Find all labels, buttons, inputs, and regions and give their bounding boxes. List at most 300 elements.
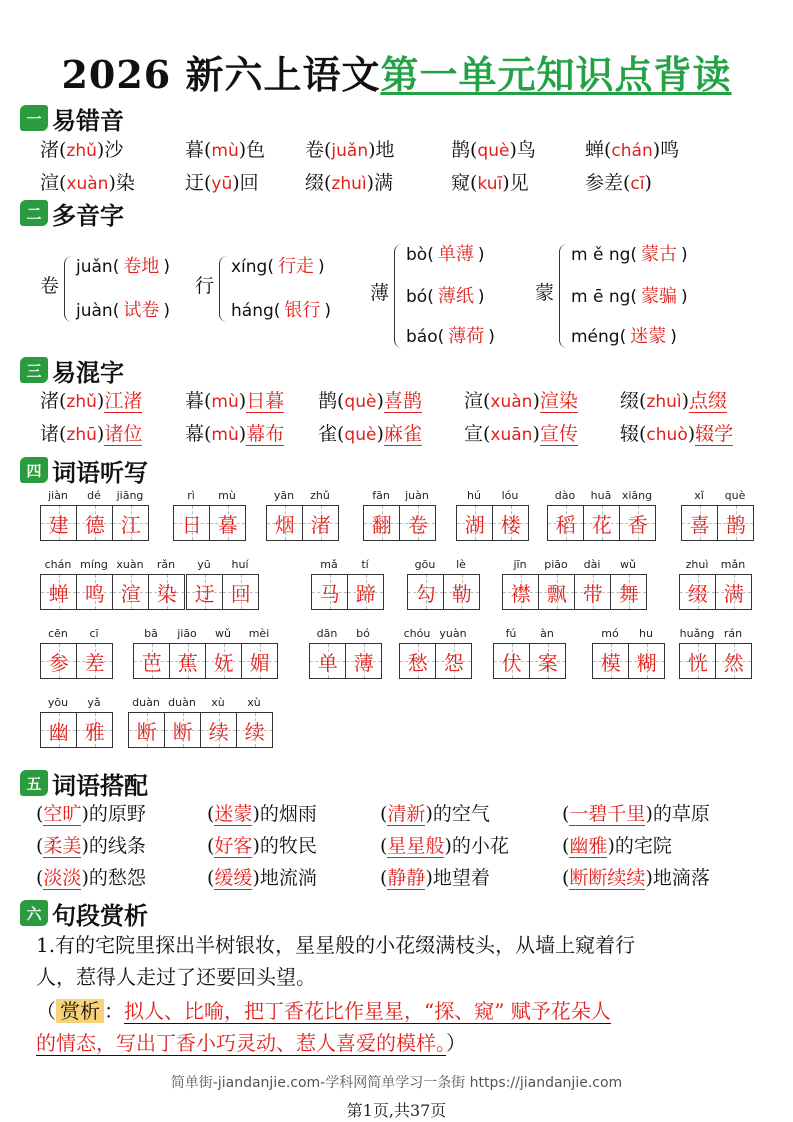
cell-pinyin: què (724, 489, 746, 502)
word-group (399, 627, 471, 679)
char-cell (40, 696, 76, 748)
item-word: 麻雀 (383, 423, 422, 445)
polyphonic-reading (571, 322, 677, 348)
collocation-answer: 缓缓 (214, 867, 253, 889)
cell-box (112, 505, 149, 541)
cell-char: 香 (627, 512, 648, 537)
cell-char: 楼 (500, 512, 521, 537)
word-group (493, 627, 565, 679)
cell-pinyin: bā (144, 627, 158, 640)
cell-pinyin: xiāng (621, 489, 653, 502)
pinyin-item (305, 167, 393, 200)
cell-box (610, 574, 647, 610)
item-char: 蝉( (585, 139, 612, 161)
cell-pinyin: bó (356, 627, 370, 640)
cell-box (717, 505, 754, 541)
collocation-item (36, 862, 146, 894)
cell-pinyin: xù (247, 696, 261, 709)
cell-box (681, 505, 718, 541)
item-pinyin: xuàn (66, 174, 109, 194)
cell-box (592, 643, 629, 679)
cell-box (236, 712, 273, 748)
confusing-item (620, 385, 727, 418)
char-cell (492, 489, 528, 541)
cell-pinyin: jiāo (177, 627, 197, 640)
reading-pinyin: bò( (406, 245, 434, 265)
cell-pinyin: jiāng (116, 489, 144, 502)
cell-box (538, 574, 575, 610)
cell-box (222, 574, 259, 610)
cell-pinyin: mó (601, 627, 619, 640)
cell-char: 糊 (636, 650, 657, 675)
cell-pinyin: gōu (414, 558, 436, 571)
cell-pinyin: duàn (168, 696, 196, 709)
item-char: 缀( (305, 172, 332, 194)
char-cell (205, 627, 241, 679)
char-cell (76, 627, 112, 679)
cell-char: 伏 (501, 650, 522, 675)
confusing-item (620, 418, 733, 451)
polyphonic-reading (76, 252, 170, 278)
collocation-answer: 断断续续 (569, 867, 646, 889)
cell-char: 染 (156, 581, 177, 606)
collocation-item (380, 862, 490, 894)
cell-char: 花 (591, 512, 612, 537)
item-pinyin: zhū (66, 425, 97, 445)
collocation-answer: 清新 (387, 803, 426, 825)
confusing-item (40, 418, 142, 451)
char-cell (186, 558, 222, 610)
reading-pinyin: m ě ng( (571, 245, 638, 265)
cell-box (628, 643, 665, 679)
pinyin-item (451, 167, 529, 200)
collocation-text: )的牧民 (252, 835, 317, 857)
reading-pinyin: xíng( (231, 257, 274, 277)
paren-open: ( (36, 867, 44, 889)
paren-open: ( (380, 803, 388, 825)
cell-box (715, 574, 752, 610)
paren-open: ( (36, 835, 44, 857)
char-cell (236, 696, 272, 748)
cell-box (529, 643, 566, 679)
cell-char: 马 (319, 581, 340, 606)
section-label: 句段赏析 (52, 900, 148, 930)
cell-box (76, 643, 113, 679)
item-pinyin: chán (611, 141, 653, 161)
cell-char: 烟 (274, 512, 295, 537)
reading-close: ) (317, 257, 325, 277)
cell-char: 暮 (217, 512, 238, 537)
cell-pinyin: huǎng (679, 627, 715, 640)
polyphonic-reading (406, 240, 484, 266)
cell-pinyin: wǔ (215, 627, 231, 640)
cell-pinyin: dào (554, 489, 576, 502)
collocation-item (207, 862, 317, 894)
item-char: 卷( (305, 139, 332, 161)
item-pinyin: xuān (490, 425, 533, 445)
item-pinyin: xuàn (490, 392, 533, 412)
cell-box (76, 712, 113, 748)
tag-colon: ： (104, 999, 124, 1023)
cell-box (399, 505, 436, 541)
reading-close: ) (324, 301, 332, 321)
char-cell (619, 489, 655, 541)
polyphonic-reading (76, 296, 170, 322)
cell-pinyin: cēn (48, 627, 68, 640)
section-label: 易混字 (52, 357, 124, 387)
reading-close: ) (477, 287, 485, 307)
item-char: 鹊( (318, 390, 345, 412)
cell-pinyin: hu (639, 627, 653, 640)
reading-pinyin: juàn( (76, 301, 120, 321)
cell-pinyin: mǎn (720, 558, 746, 571)
cell-pinyin: cī (89, 627, 99, 640)
item-char: )沙 (96, 139, 124, 161)
word-group (40, 627, 112, 679)
reading-answer: 行走 (277, 256, 314, 277)
word-group (186, 558, 258, 610)
item-pinyin: mù (211, 425, 239, 445)
collocation-item (380, 798, 490, 830)
confusing-item (464, 418, 578, 451)
reading-answer: 薄纸 (437, 286, 474, 307)
cell-char: 鸣 (84, 581, 105, 606)
cell-box (40, 712, 77, 748)
reading-pinyin: m ē ng( (571, 287, 638, 307)
section-label: 易错音 (52, 105, 124, 135)
cell-box (679, 574, 716, 610)
appreciation-tag: 赏析 (56, 999, 104, 1023)
cell-char: 蕉 (177, 650, 198, 675)
cell-char: 舞 (618, 581, 639, 606)
cell-box (112, 574, 149, 610)
appreciation-line (36, 995, 611, 1027)
cell-char: 然 (723, 650, 744, 675)
collocation-answer: 淡淡 (43, 867, 82, 889)
cell-box (186, 574, 223, 610)
char-cell (112, 558, 148, 610)
item-pinyin: què (344, 425, 377, 445)
char-cell (76, 489, 112, 541)
cell-box (309, 643, 346, 679)
cell-char: 日 (181, 512, 202, 537)
char-cell (266, 489, 302, 541)
item-pinyin: zhǔ (66, 392, 97, 412)
polyphonic-char: 蒙 (535, 282, 555, 304)
item-pinyin: zhuì (331, 174, 367, 194)
char-cell (40, 489, 76, 541)
item-char: ) (376, 390, 384, 412)
reading-pinyin: bó( (406, 287, 434, 307)
word-group (363, 489, 435, 541)
reading-answer: 迷蒙 (630, 326, 667, 347)
char-cell (40, 558, 76, 610)
confusing-item (318, 418, 422, 451)
item-char: )地 (368, 139, 395, 161)
item-word: 宣传 (539, 423, 578, 445)
paren-open: ( (380, 835, 388, 857)
section-label: 多音字 (52, 200, 124, 230)
char-cell (681, 489, 717, 541)
collocation-text: )的原野 (81, 803, 146, 825)
collocation-item (380, 830, 509, 862)
pinyin-item (305, 134, 395, 167)
char-cell (679, 558, 715, 610)
cell-char: 媚 (249, 650, 270, 675)
cell-pinyin: zhuì (685, 558, 709, 571)
reading-pinyin: méng( (571, 327, 627, 347)
brace-icon (559, 244, 567, 348)
brace-icon (394, 244, 402, 348)
brace-icon (219, 256, 227, 322)
cell-char: 愁 (407, 650, 428, 675)
cell-box (492, 505, 529, 541)
cell-pinyin: yōu (47, 696, 69, 709)
collocation-text: )地望着 (425, 867, 490, 889)
cell-box (40, 505, 77, 541)
cell-char: 恍 (687, 650, 708, 675)
cell-char: 单 (317, 650, 338, 675)
cell-pinyin: huí (231, 558, 249, 571)
item-char: ) (238, 390, 247, 412)
reading-close: ) (163, 301, 170, 321)
cell-box (302, 505, 339, 541)
reading-pinyin: háng( (231, 301, 281, 321)
collocation-item (562, 798, 710, 830)
paren-open: ( (207, 803, 215, 825)
word-group (592, 627, 664, 679)
char-cell (363, 489, 399, 541)
cell-char: 德 (84, 512, 105, 537)
cell-box (345, 643, 382, 679)
paren-open: ( (36, 803, 44, 825)
reading-answer: 薄荷 (448, 326, 485, 347)
brace-icon (64, 256, 72, 322)
pinyin-item (40, 134, 123, 167)
collocation-answer: 迷蒙 (214, 803, 253, 825)
confusing-item (464, 385, 578, 418)
reading-answer: 蒙骗 (641, 286, 678, 307)
section-number: 三 (20, 357, 48, 383)
section-header (20, 199, 124, 230)
char-cell (628, 627, 664, 679)
item-char: ) (238, 423, 247, 445)
section-number: 五 (20, 770, 48, 796)
cell-box (619, 505, 656, 541)
char-cell (399, 627, 435, 679)
reading-answer: 银行 (284, 300, 321, 321)
cell-pinyin: míng (80, 558, 108, 571)
paren-open: ( (562, 835, 570, 857)
word-group (407, 558, 479, 610)
section-number: 四 (20, 457, 48, 483)
item-word: 点缀 (689, 390, 728, 412)
reading-close: ) (670, 327, 677, 347)
cell-box (311, 574, 348, 610)
item-pinyin: yū (211, 174, 233, 194)
collocation-text: )的小花 (444, 835, 509, 857)
cell-box (133, 643, 170, 679)
item-word: 江渚 (104, 390, 143, 412)
word-group (133, 627, 277, 679)
cell-box (493, 643, 530, 679)
cell-pinyin: juàn (405, 489, 429, 502)
cell-char: 蝉 (48, 581, 69, 606)
char-cell (169, 627, 205, 679)
item-char: 渚( (40, 139, 67, 161)
cell-char: 喜 (689, 512, 710, 537)
collocation-text: )的烟雨 (252, 803, 317, 825)
cell-box (76, 505, 113, 541)
polyphonic-reading (571, 240, 688, 266)
item-char: 诸( (40, 423, 67, 445)
cell-char: 断 (172, 719, 193, 744)
cell-pinyin: fú (505, 627, 517, 640)
char-cell (592, 627, 628, 679)
cell-pinyin: jīn (513, 558, 527, 571)
cell-pinyin: chóu (403, 627, 431, 640)
appreciation-answer: 的情态，写出丁香小巧灵动、惹人喜爱的模样。 (36, 1031, 446, 1055)
cell-char: 湖 (464, 512, 485, 537)
footer-site: 简单街-jiandanjie.com-学科网简单学习一条街 https://jiandanjie.com (170, 1075, 623, 1091)
item-char: 辍( (620, 423, 647, 445)
appreciation-answer: 拟人、比喻，把丁香花比作星星，“探、窥” 赋予花朵人 (124, 999, 611, 1023)
item-char: 参差( (585, 172, 631, 194)
item-char: 窥( (451, 172, 478, 194)
paren-open: ( (207, 867, 215, 889)
section-number: 六 (20, 900, 48, 926)
collocation-answer: 一碧千里 (569, 803, 646, 825)
char-cell (574, 558, 610, 610)
char-cell (399, 489, 435, 541)
char-cell (148, 558, 184, 610)
reading-answer: 卷地 (123, 256, 160, 277)
word-group (679, 627, 751, 679)
item-char: )满 (366, 172, 394, 194)
cell-pinyin: lóu (501, 489, 519, 502)
cell-char: 翻 (371, 512, 392, 537)
cell-pinyin: rán (723, 627, 743, 640)
word-group (681, 489, 753, 541)
item-char: 渚( (40, 390, 67, 412)
item-char: 暮( (185, 139, 212, 161)
char-cell (435, 627, 471, 679)
item-char: 渲( (40, 172, 67, 194)
char-cell (209, 489, 245, 541)
confusing-item (185, 418, 284, 451)
item-char: )色 (238, 139, 266, 161)
char-cell (583, 489, 619, 541)
page-title (0, 44, 793, 99)
cell-box (456, 505, 493, 541)
confusing-item (318, 385, 422, 418)
appreciation-line (36, 1027, 466, 1059)
char-cell (200, 696, 236, 748)
cell-char: 续 (208, 719, 229, 744)
collocation-item (36, 830, 146, 862)
reading-answer: 试卷 (123, 300, 160, 321)
item-word: 幕布 (246, 423, 285, 445)
word-group (173, 489, 245, 541)
char-cell (345, 627, 381, 679)
item-char: ) (644, 172, 652, 194)
collocation-item (562, 862, 710, 894)
char-cell (128, 696, 164, 748)
collocation-answer: 空旷 (43, 803, 82, 825)
paren-open: （ (36, 999, 56, 1023)
cell-pinyin: zhǔ (310, 489, 330, 502)
item-char: 幕( (185, 423, 212, 445)
item-pinyin: kuī (477, 174, 503, 194)
reading-close: ) (681, 245, 688, 265)
word-group (311, 558, 383, 610)
section-number: 一 (20, 105, 48, 131)
section-number: 二 (20, 200, 48, 226)
paren-open: ( (562, 803, 570, 825)
collocation-text: )的愁怨 (81, 867, 146, 889)
reading-close: ) (488, 327, 495, 347)
collocation-text: )的草原 (645, 803, 710, 825)
cell-box (679, 643, 716, 679)
cell-box (128, 712, 165, 748)
cell-char: 襟 (510, 581, 531, 606)
char-cell (529, 627, 565, 679)
cell-char: 差 (84, 650, 105, 675)
section-header (20, 356, 124, 387)
paren-open: ( (207, 835, 215, 857)
title-plain: 2026 新六上语文 (61, 52, 381, 97)
char-cell (173, 489, 209, 541)
char-cell (715, 558, 751, 610)
polyphonic-char: 薄 (370, 282, 390, 304)
char-cell (502, 558, 538, 610)
char-cell (133, 627, 169, 679)
item-pinyin: mù (211, 141, 239, 161)
item-pinyin: què (344, 392, 377, 412)
cell-box (435, 643, 472, 679)
word-group (128, 696, 272, 748)
item-pinyin: zhǔ (66, 141, 97, 161)
cell-char: 带 (582, 581, 603, 606)
char-cell (112, 489, 148, 541)
cell-char: 妩 (213, 650, 234, 675)
polyphonic-reading (406, 322, 495, 348)
cell-char: 模 (600, 650, 621, 675)
cell-pinyin: mù (218, 489, 236, 502)
cell-box (241, 643, 278, 679)
char-cell (222, 558, 258, 610)
reading-pinyin: juǎn( (76, 257, 120, 277)
item-char: ) (532, 390, 540, 412)
cell-char: 渚 (310, 512, 331, 537)
cell-box (40, 643, 77, 679)
item-char: 暮( (185, 390, 212, 412)
cell-char: 勒 (451, 581, 472, 606)
cell-pinyin: jiàn (48, 489, 68, 502)
cell-box (40, 574, 77, 610)
cell-box (76, 574, 113, 610)
cell-box (574, 574, 611, 610)
collocation-item (36, 798, 146, 830)
collocation-text: )地滴落 (645, 867, 710, 889)
item-char: )鸣 (652, 139, 680, 161)
paren-open: ( (380, 867, 388, 889)
section-label: 词语搭配 (52, 770, 148, 800)
polyphonic-reading (571, 282, 688, 308)
passage-line: 人，惹得人走过了还要回头望。 (36, 965, 316, 989)
cell-box (363, 505, 400, 541)
cell-pinyin: mèi (248, 627, 270, 640)
